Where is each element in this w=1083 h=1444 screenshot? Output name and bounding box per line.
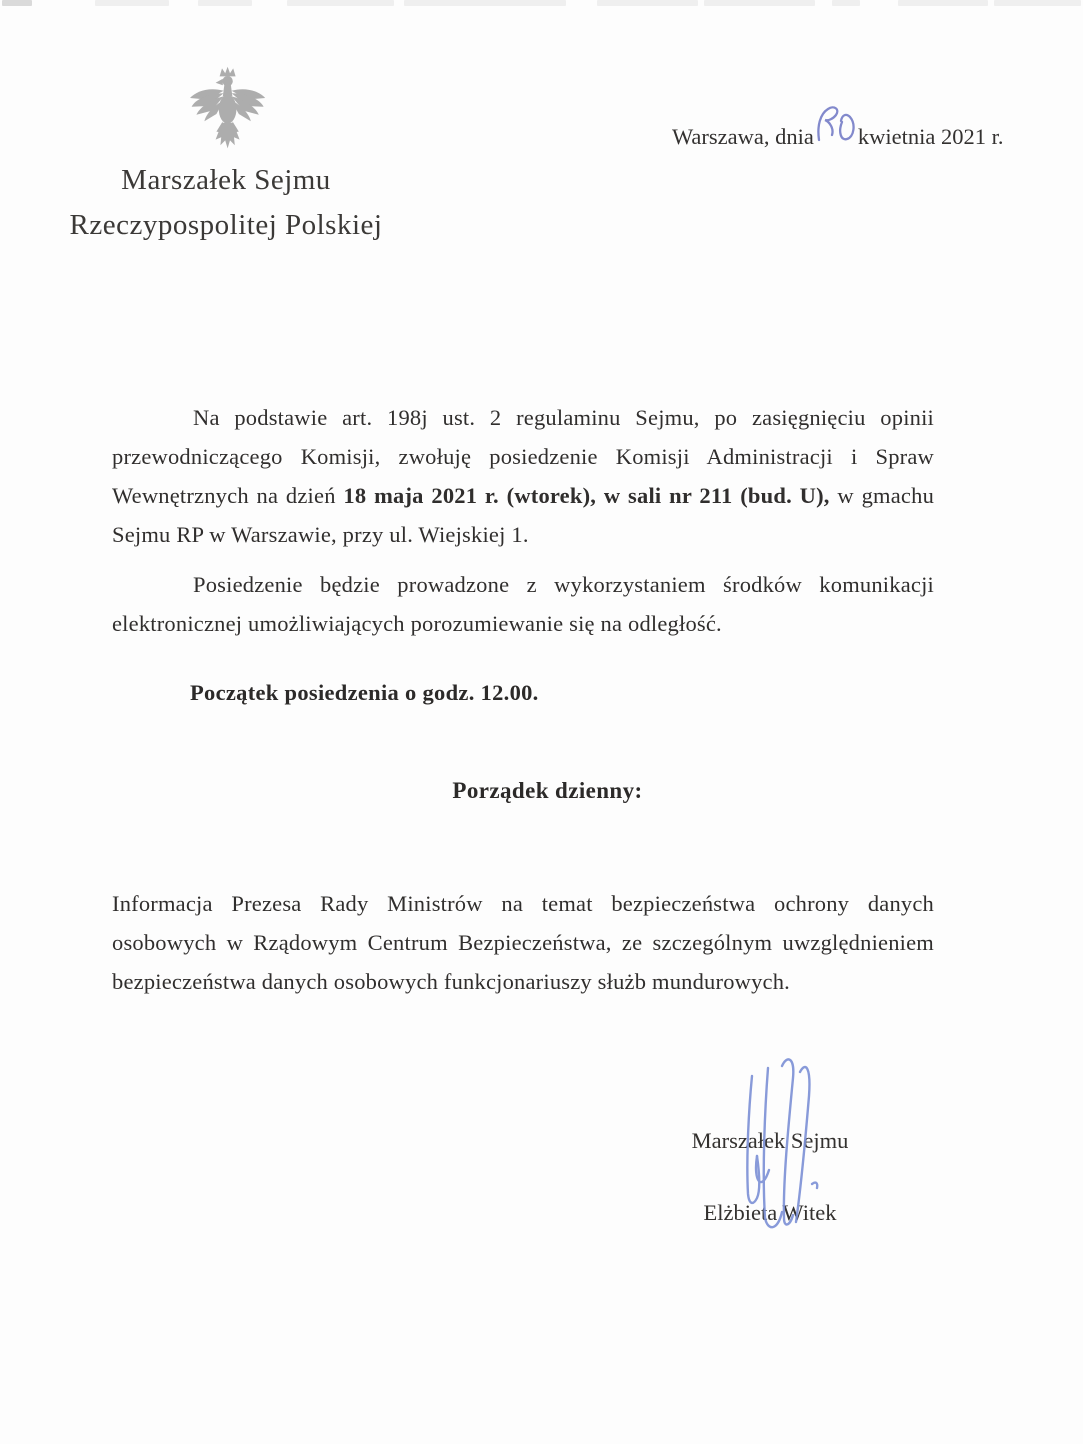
dateline-prefix: Warszawa, dnia [672, 124, 814, 149]
dateline-suffix: kwietnia 2021 r. [857, 124, 1004, 149]
signatory-title: Marszałek Sejmu [691, 1128, 849, 1153]
letterhead-line1: Marszałek Sejmu [121, 164, 331, 196]
scan-artifact [704, 0, 815, 6]
dateline [672, 118, 1003, 150]
meeting-start-time: Początek posiedzenia o godz. 12.00. [190, 680, 539, 705]
agenda-heading: Porządek dzienny: [452, 778, 643, 803]
handwritten-day [814, 118, 858, 148]
signature-block [635, 1121, 905, 1232]
paragraph1-bold-date-room: 18 maja 2021 r. (wtorek), w sali nr 211 (bud. U), [343, 482, 830, 508]
scan-artifact [287, 0, 394, 6]
signatory-name: Elżbieta Witek [703, 1200, 837, 1225]
paragraph1-regular-end: w gmachu Sejmu RP w Warszawie, przy ul. Wiejskiej 1. [112, 482, 935, 547]
scan-artifact [898, 0, 988, 6]
scan-artifact [597, 0, 698, 6]
scan-artifact [994, 0, 1081, 6]
coat-of-arms-eagle-icon [184, 66, 268, 154]
scan-artifact [95, 0, 169, 6]
scan-artifact [2, 0, 32, 6]
letterhead-line2: Rzeczypospolitej Polskiej [69, 209, 383, 241]
paragraph-remote-participation: Posiedzenie będzie prowadzone z wykorzystaniem środków komunikacji elektronicznej umożliwiających porozumiewanie się na odległość. [112, 571, 934, 636]
paragraph1-regular-start: Na podstawie art. 198j ust. 2 regulaminu Sejmu, po zasięgnięciu opinii przewodniczącego Komisji, zwołuję posiedzenie Komisji Administracji i Spraw Wewnętrznych na dzień [112, 404, 934, 508]
scan-artifact [404, 0, 566, 6]
scan-artifact [832, 0, 860, 6]
agenda-item: Informacja Prezesa Rady Ministrów na temat bezpieczeństwa ochrony danych osobowych w Rządowym Centrum Bezpieczeństwa, ze szczególnym uwzględnieniem bezpieczeństwa danych osobowych funkcjonariuszy służb mundurowych. [112, 890, 934, 994]
scan-artifact [198, 0, 252, 6]
paragraph-convocation [112, 398, 934, 554]
letterhead-office [0, 158, 452, 248]
